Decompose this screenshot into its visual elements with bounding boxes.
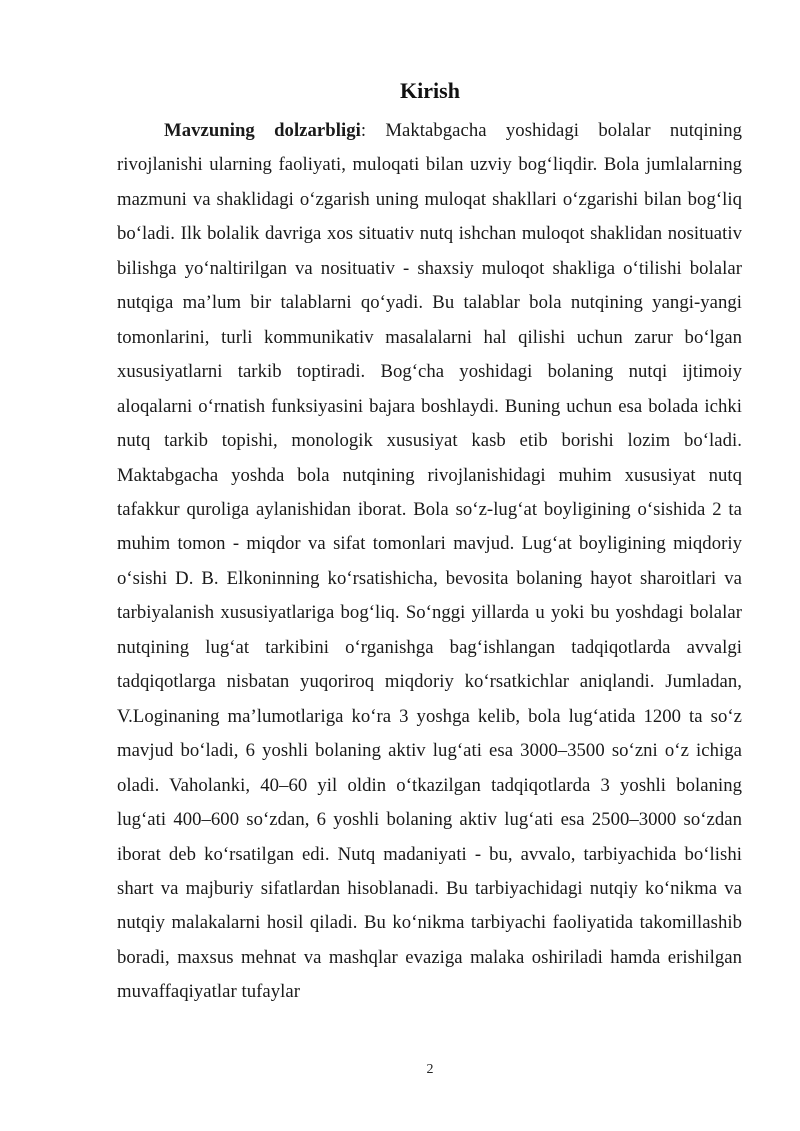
page-title: Kirish [400, 78, 460, 103]
page-number: 2 [426, 1062, 434, 1077]
paragraph-lead: Mavzuning dolzarbligi [164, 120, 361, 141]
body-paragraph [117, 114, 742, 1010]
paragraph-text: Maktabgacha yoshidagi bolalar nutqining rivojlanishi ularning faoliyati, muloqati bilan uzviy bog‘liqdir. Bola jumlalarning mazmuni va shaklidagi o‘zgarish uning muloqat shakllari o‘zgarishi bilan bog‘liq bo‘ladi. Ilk bolalik davriga xos situativ nutq ishchan muloqot shaklidan nosituativ bilishga yo‘naltirilgan va nosituativ - shaxsiy muloqot shakliga o‘tilishi bolalar nutqiga ma’lum bir talablarni qo‘yadi. Bu talablar bola nutqining yangi-yangi tomonlarini, turli kommunikativ masalalarni hal qilishi uchun zarur bo‘lgan xususiyatlarni tarkib toptiradi. Bog‘cha yoshidagi bolaning nutqi ijtimoiy aloqalarni o‘rnatish funksiyasini bajara boshlaydi. Buning uchun esa bolada ichki nutq tarkib topishi, monologik xususiyat kasb etib borishi lozim bo‘ladi. Maktabgacha yoshda bola nutqining rivojlanishidagi muhim xususiyat nutq tafakkur quroliga aylanishidan iborat. Bola so‘z-lug‘at boyligining o‘sishida 2 ta muhim tomon - miqdor va sifat tomonlari mavjud. Lug‘at boyligining miqdoriy o‘sishi D. B. Elkoninning ko‘rsatishicha, bevosita bolaning hayot sharoitlari va tarbiyalanish xususiyatlariga bog‘liq. So‘nggi yillarda u yoki bu yoshdagi bolalar nutqining lug‘at tarkibini o‘rganishga bag‘ishlangan tadqiqotlarda avvalgi tadqiqotlarga nisbatan yuqoriroq miqdoriy ko‘rsatkichlar aniqlandi. Jumladan, V.Loginaning ma’lumotlariga ko‘ra 3 yoshga kelib, bola lug‘atida 1200 ta so‘z mavjud bo‘ladi, 6 yoshli bolaning aktiv lug‘ati esa 3000–3500 so‘zni o‘z ichiga oladi. Vaholanki, 40–60 yil oldin o‘tkazilgan tadqiqotlarda 3 yoshli bolaning lug‘ati 400–600 so‘zdan, 6 yoshli bolaning aktiv lug‘ati esa 2500–3000 so‘zdan iborat deb ko‘rsatilgan edi. Nutq madaniyati - bu, avvalo, tarbiyachida bo‘lishi shart va majburiy sifatlardan hisoblanadi. Bu tarbiyachidagi nutqiy ko‘nikma va nutqiy malakalarni hosil qiladi. Bu ko‘nikma tarbiyachi faoliyatida takomillashib boradi, maxsus mehnat va mashqlar evaziga malaka oshiriladi hamda erishilgan muvaffaqiyatlar tufaylar [117, 120, 742, 1003]
paragraph-separator: : [360, 120, 386, 141]
